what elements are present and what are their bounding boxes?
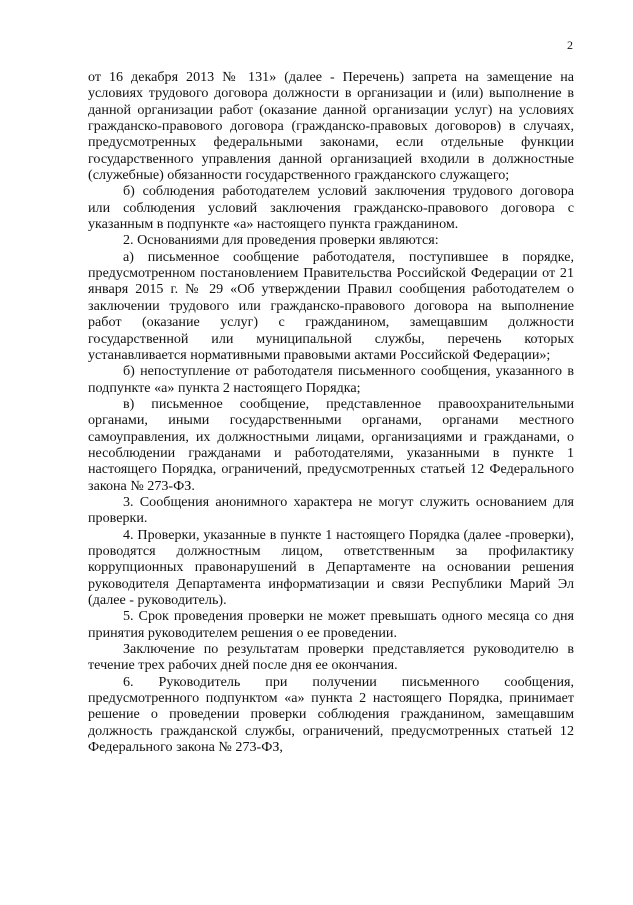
document-body — [88, 69, 574, 755]
paragraph: 5. Срок проведения проверки не может превышать одного месяца со дня принятия руководителем решения о ее проведении. — [88, 608, 574, 641]
paragraph: б) непоступление от работодателя письменного сообщения, указанного в подпункте «а» пункта 2 настоящего Порядка; — [88, 363, 574, 396]
page-number: 2 — [567, 38, 573, 52]
paragraph: от 16 декабря 2013 № 131» (далее - Перечень) запрета на замещение на условиях трудового договора должности в организации и (или) выполнение в данной организации работ (оказание данной организации услуг) на условиях гражданско-правового договора (гражданско-правовых договоров) в случаях, предусмотренных федеральными законами, если отдельные функции государственного управления данной организацией входили в должностные (служебные) обязанности государственного гражданского служащего; — [88, 69, 574, 184]
paragraph: 3. Сообщения анонимного характера не могут служить основанием для проверки. — [88, 493, 574, 527]
paragraph: 6. Руководитель при получении письменного сообщения, предусмотренного подпунктом «а» пункта 2 настоящего Порядка, принимает решение о проведении проверки соблюдения гражданином, замещавшим должность гражданской службы, ограничений, предусмотренных статьей 12 Федерального закона № 273-ФЗ, — [88, 673, 574, 756]
paragraph: а) письменное сообщение работодателя, поступившее в порядке, предусмотренном постановлением Правительства Российской Федерации от 21 января 2015 г. № 29 «Об утверждении Правил сообщения работодателем о заключении трудового или гражданско-правового договора на выполнение работ (оказание услуг) с гражданином, замещавшим должности государственной или муниципальной службы, перечень которых устанавливается нормативными правовыми актами Российской Федерации»; — [88, 248, 574, 363]
paragraph: 2. Основаниями для проведения проверки являются: — [123, 232, 439, 249]
paragraph: в) письменное сообщение, представленное правоохранительными органами, иными государственными органами, органами местного самоуправления, их должностными лицами, организациями и гражданами, о несоблюдении гражданами и работодателями, указанными в пункте 1 настоящего Порядка, ограничений, предусмотренных статьей 12 Федерального закона № 273-ФЗ. — [88, 395, 574, 494]
paragraph: 4. Проверки, указанные в пункте 1 настоящего Порядка (далее -проверки), проводятся должностным лицом, ответственным за профилактику коррупционных правонарушений в Департаменте на основании решения руководителя Департамента информатизации и связи Республики Марий Эл (далее - руководитель). — [88, 526, 574, 608]
paragraph: Заключение по результатам проверки представляется руководителю в течение трех рабочих дней после дня ее окончания. — [88, 641, 574, 674]
paragraph: б) соблюдения работодателем условий заключения трудового договора или соблюдения условий заключения гражданско-правового договора с указанным в подпункте «а» настоящего пункта гражданином. — [88, 183, 574, 233]
